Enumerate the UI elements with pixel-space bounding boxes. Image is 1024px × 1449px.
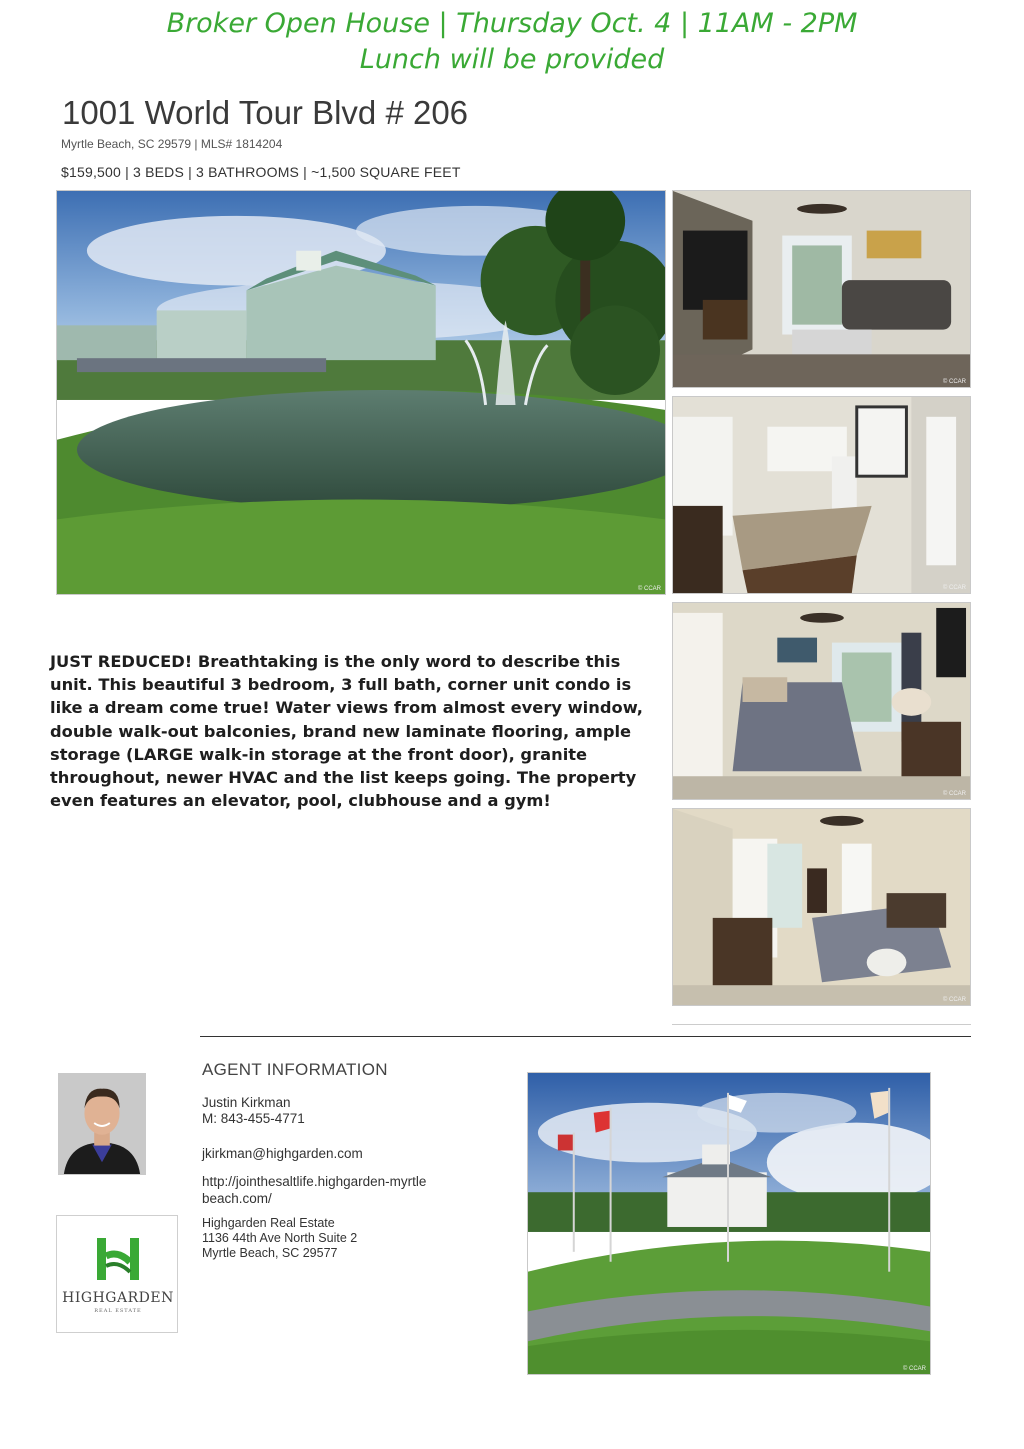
photo-credit: © CCAR [942,791,966,797]
office-name: Highgarden Real Estate [202,1216,335,1230]
photo-column-divider [672,1024,971,1025]
agent-headshot [58,1073,146,1175]
photo-credit: © CCAR [942,585,966,591]
section-divider [200,1036,971,1037]
logo-wordmark: HIGHGARDEN [62,1290,174,1306]
open-house-banner: Broker Open House | Thursday Oct. 4 | 11AM - 2PM [166,8,858,39]
agent-info-heading: AGENT INFORMATION [202,1060,388,1079]
listing-location-mls: Myrtle Beach, SC 29579 | MLS# 1814204 [61,137,283,151]
living-room-photo [672,190,971,388]
second-bedroom-photo [672,808,971,1006]
agent-name: Justin Kirkman [202,1095,291,1110]
highgarden-h-mark-icon [57,1216,179,1334]
clubhouse-flags-photo [527,1072,931,1375]
highgarden-logo [56,1215,178,1333]
photo-credit: © CCAR [942,379,966,385]
master-bedroom-photo [672,602,971,800]
logo-tagline: REAL ESTATE [94,1308,142,1314]
office-address-line2: Myrtle Beach, SC 29577 [202,1246,338,1260]
kitchen-photo [672,396,971,594]
listing-stats: $159,500 | 3 BEDS | 3 BATHROOMS | ~1,500 SQUARE FEET [61,164,461,180]
agent-email-link[interactable]: jkirkman@highgarden.com [202,1146,363,1161]
photo-credit: © CCAR [942,997,966,1003]
listing-description: JUST REDUCED! Breathtaking is the only word to describe this unit. This beautiful 3 bedroom, 3 full bath, corner unit condo is like a dream come true! Water views from almost every window, double walk-out balconies, brand new laminate flooring, ample storage (LARGE walk-in storage at the front door), granite throughout, newer HVAC and the list keeps going. The property even features an elevator, pool, clubhouse and a gym! [50,652,643,811]
photo-credit: © CCAR [902,1366,926,1372]
hero-photo-pond-fountain [56,190,666,595]
listing-address: 1001 World Tour Blvd # 206 [62,94,469,131]
agent-website-link[interactable]: http://jointhesaltlife.highgarden-myrtlebeach.com/ [202,1174,427,1206]
agent-mobile-phone: M: 843-455-4771 [202,1111,305,1126]
office-address-line1: 1136 44th Ave North Suite 2 [202,1231,358,1245]
photo-credit: © CCAR [637,586,661,592]
lunch-note: Lunch will be provided [359,44,665,75]
